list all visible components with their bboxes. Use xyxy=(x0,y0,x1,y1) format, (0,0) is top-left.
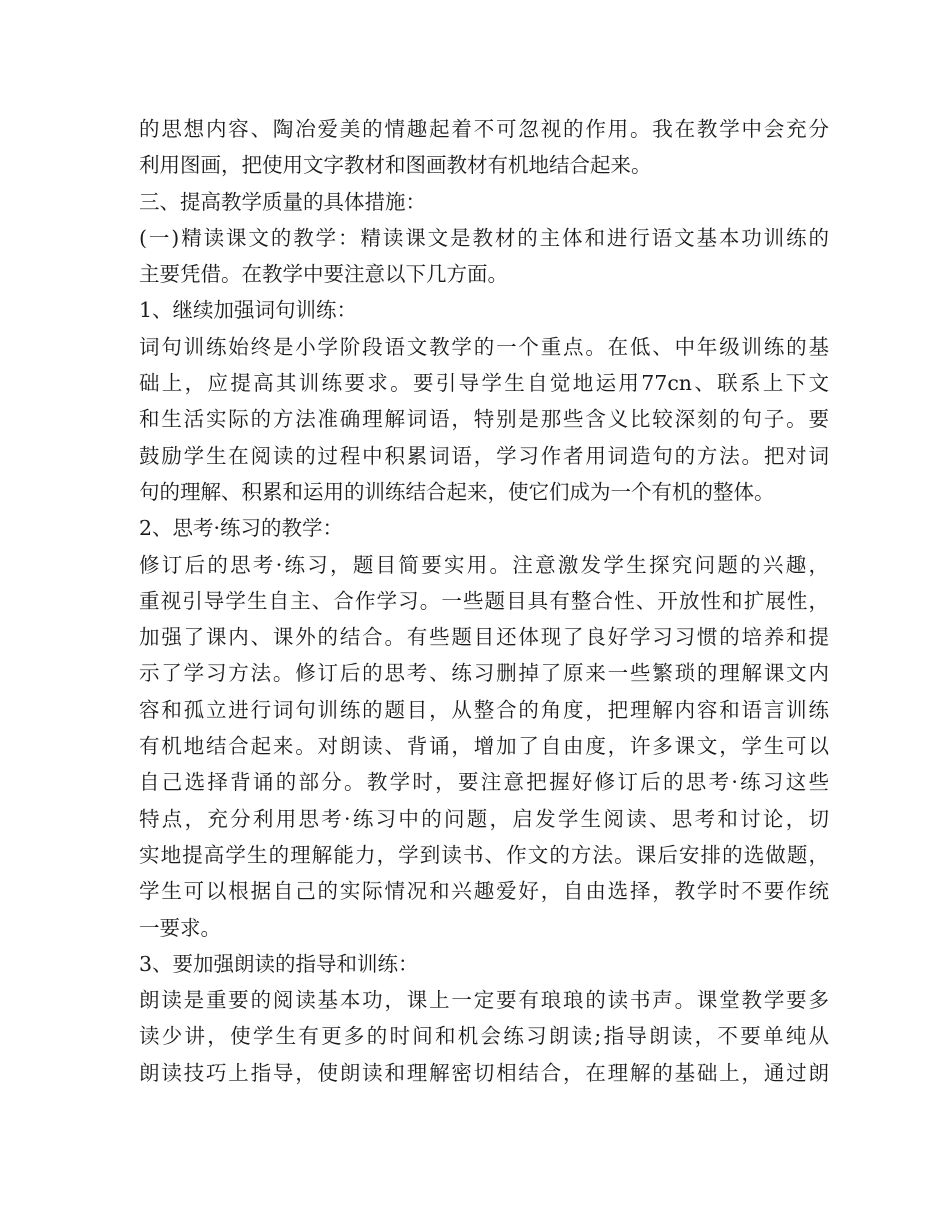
item-heading: 2、思考·练习的教学： xyxy=(139,516,344,541)
text-line: 容和孤立进行词句训练的题目，从整合的角度，把理解内容和语言训练 xyxy=(139,697,829,722)
section-heading: 三、提高教学质量的具体措施： xyxy=(139,189,426,214)
text-line: 加强了课内、课外的结合。有些题目还体现了良好学习习惯的培养和提 xyxy=(139,625,829,650)
text-line: 朗读技巧上指导，使朗读和理解密切相结合，在理解的基础上，通过朗 xyxy=(139,1060,829,1085)
text-line: 主要凭借。在教学中要注意以下几方面。 xyxy=(139,262,508,287)
subsection-heading: (一)精读课文的教学：精读课文是教材的主体和进行语文基本功训练的 xyxy=(139,225,829,250)
text-line: 自己选择背诵的部分。教学时，要注意把握好修订后的思考·练习这些 xyxy=(139,770,829,795)
text-line: 利用图画，把使用文字教材和图画教材有机地结合起来。 xyxy=(139,153,652,178)
text-line: 鼓励学生在阅读的过程中积累词语，学习作者用词造句的方法。把对词 xyxy=(139,443,829,468)
text-line: 和生活实际的方法准确理解词语，特别是那些含义比较深刻的句子。要 xyxy=(139,407,829,432)
text-line: 础上，应提高其训练要求。要引导学生自觉地运用77cn、联系上下文 xyxy=(139,371,829,396)
text-line: 修订后的思考·练习，题目简要实用。注意激发学生探究问题的兴趣， xyxy=(139,552,829,577)
text-line: 有机地结合起来。对朗读、背诵，增加了自由度，许多课文，学生可以 xyxy=(139,734,829,759)
item-heading: 3、要加强朗读的指导和训练： xyxy=(139,951,419,976)
text-line: 学生可以根据自己的实际情况和兴趣爱好，自由选择，教学时不要作统 xyxy=(139,879,829,904)
text-line: 读少讲，使学生有更多的时间和机会练习朗读;指导朗读，不要单纯从 xyxy=(139,1024,829,1049)
document-body xyxy=(139,111,829,1091)
text-line: 句的理解、积累和运用的训练结合起来，使它们成为一个有机的整体。 xyxy=(139,479,775,504)
text-line: 重视引导学生自主、合作学习。一些题目具有整合性、开放性和扩展性， xyxy=(139,588,829,613)
text-line: 的思想内容、陶冶爱美的情趣起着不可忽视的作用。我在教学中会充分 xyxy=(139,117,829,141)
item-heading: 1、继续加强词句训练： xyxy=(139,298,358,323)
text-line: 一要求。 xyxy=(139,915,221,940)
text-line: 词句训练始终是小学阶段语文教学的一个重点。在低、中年级训练的基 xyxy=(139,334,829,359)
text-line: 实地提高学生的理解能力，学到读书、作文的方法。课后安排的选做题， xyxy=(139,842,829,867)
text-line: 示了学习方法。修订后的思考、练习删掉了原来一些繁琐的理解课文内 xyxy=(139,661,829,686)
text-line: 朗读是重要的阅读基本功，课上一定要有琅琅的读书声。课堂教学要多 xyxy=(139,988,829,1013)
text-line: 特点，充分利用思考·练习中的问题，启发学生阅读、思考和讨论，切 xyxy=(139,806,829,831)
